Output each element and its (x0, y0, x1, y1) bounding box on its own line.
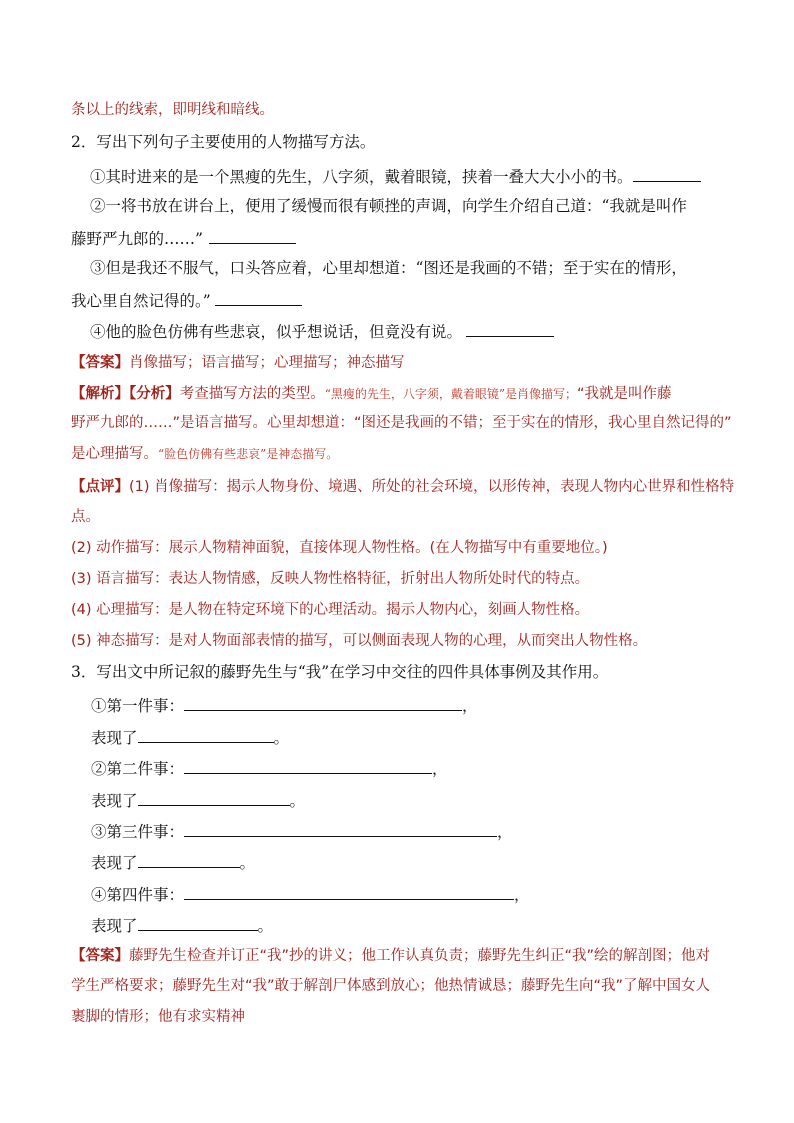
comment-text-1: (1) 肖像描写：揭示人物身份、境遇、所处的社会环境，以形传神，表现人物内心世界和性格特 (129, 479, 735, 495)
q2-answer (71, 352, 405, 373)
continuation-line: 条以上的线索，即明线和暗线。 (71, 102, 274, 118)
event-2-effect (91, 789, 305, 811)
sentence-4-text: ④他的脸色仿佛有些悲哀，似乎想说话，但竟没有说。 (90, 323, 463, 341)
event-3-comma: ， (497, 823, 513, 841)
answer-blank-4[interactable] (466, 320, 554, 337)
event-1-effect (91, 726, 289, 748)
analysis-tag: 【解析】【分析】 (71, 386, 180, 402)
analysis-text-1b: “黑瘦的先生，八字须，戴着眼镜”是肖像描写； (324, 387, 578, 401)
answer-tag: 【答案】 (71, 355, 129, 371)
event-4 (91, 883, 530, 905)
event-3-shows: 表现了 (91, 854, 138, 872)
event-1-comma: ， (462, 697, 478, 715)
sentence-3-text-b: 我心里自然记得的。” (71, 292, 211, 310)
q2-comment-line-1b: 点。 (71, 509, 100, 525)
q2-answer-text: 肖像描写；语言描写；心理描写；神态描写 (129, 355, 405, 371)
q2-analysis-line-3 (71, 443, 338, 464)
analysis-text-1a: 考查描写方法的类型。 (179, 386, 325, 402)
event-1-period: 。 (273, 729, 290, 747)
event-4-period: 。 (257, 917, 274, 935)
q2-comment-line-1 (71, 476, 734, 497)
sentence-1-text: ①其时进来的是一个黑瘦的先生，八字须，戴着眼镜，挟着一叠大大小小的书。 (90, 168, 633, 186)
comment-tag: 【点评】 (71, 479, 129, 495)
sentence-2-line-a: ②一将书放在讲台上，便用了缓慢而很有顿挫的声调，向学生介绍自己道：“我就是叫作 (90, 197, 687, 215)
q2-comment-line-3: (3) 语言描写：表达人物情感，反映人物性格特征，折射出人物所处时代的特点。 (71, 571, 590, 587)
q2-comment-line-5: (5) 神态描写：是对人物面部表情的描写，可以侧面表现人物的心理，从而突出人物性格。 (71, 633, 648, 649)
event-3 (91, 820, 513, 842)
q2-comment-line-4: (4) 心理描写：是人物在特定环境下的心理活动。揭示人物内心，刻画人物性格。 (71, 602, 590, 618)
analysis-text-1c: “我就是叫作藤 (577, 386, 672, 402)
event-1-effect-blank[interactable] (138, 726, 274, 743)
answer-blank-3[interactable] (215, 289, 302, 306)
analysis-text-3a: 是心理描写。 (71, 446, 158, 462)
event-2-comma: ， (432, 760, 448, 778)
sentence-3-line-a: ③但是我还不服气，口头答应着，心里却想道：“图还是我画的不错；至于实在的情形， (90, 259, 687, 277)
answer-blank-1[interactable] (633, 165, 701, 182)
q3-answer-line-2: 学生严格要求；藤野先生对“我”敢于解剖尸体感到放心；他热情诚恳；藤野先生向“我”了解中国女人 (71, 978, 711, 994)
event-2 (91, 757, 448, 779)
event-4-shows: 表现了 (91, 917, 138, 935)
event-3-label: ③第三件事： (91, 823, 185, 841)
q2-analysis-line-1 (71, 383, 672, 404)
event-1-shows: 表现了 (91, 729, 138, 747)
event-4-effect (91, 914, 273, 936)
question-2-title: 2．写出下列句子主要使用的人物描写方法。 (71, 133, 376, 151)
event-4-label: ④第四件事： (91, 886, 185, 904)
sentence-2-line-b (71, 227, 296, 249)
event-4-comma: ， (514, 886, 530, 904)
sentence-1 (90, 165, 701, 187)
event-3-effect (91, 851, 255, 873)
event-3-period: 。 (239, 854, 256, 872)
event-1-blank[interactable] (184, 694, 462, 711)
q3-answer-line-3: 裹脚的情形；他有求实精神 (71, 1009, 245, 1025)
event-2-period: 。 (289, 792, 306, 810)
analysis-text-3b: “脸色仿佛有些悲哀”是神态描写。 (158, 447, 339, 461)
event-2-effect-blank[interactable] (138, 789, 290, 806)
event-1-label: ①第一件事： (91, 697, 185, 715)
event-3-blank[interactable] (184, 820, 497, 837)
event-4-blank[interactable] (184, 883, 514, 900)
question-3-title: 3．写出文中所记叙的藤野先生与“我”在学习中交往的四件具体事例及其作用。 (71, 663, 609, 681)
q3-answer-tag: 【答案】 (71, 948, 129, 964)
sentence-3-line-b (71, 289, 302, 311)
event-3-effect-blank[interactable] (138, 851, 240, 868)
event-2-shows: 表现了 (91, 792, 138, 810)
event-4-effect-blank[interactable] (138, 914, 258, 931)
q3-answer-line-1 (71, 945, 710, 966)
event-2-label: ②第二件事： (91, 760, 185, 778)
sentence-4 (90, 320, 554, 342)
event-2-blank[interactable] (184, 757, 432, 774)
sentence-2-text-b: 藤野严九郎的……” (71, 230, 203, 248)
q3-answer-text-1: 藤野先生检查并订正“我”抄的讲义；他工作认真负责；藤野先生纠正“我”绘的解剖图；他对 (129, 948, 711, 964)
answer-blank-2[interactable] (209, 227, 296, 244)
q2-comment-line-2: (2) 动作描写：展示人物精神面貌，直接体现人物性格。(在人物描写中有重要地位。) (71, 540, 608, 556)
event-1 (91, 694, 478, 716)
q2-analysis-line-2: 野严九郎的……”是语言描写。心里却想道：“图还是我画的不错；至于实在的情形，我心里自然记得的” (71, 415, 732, 431)
